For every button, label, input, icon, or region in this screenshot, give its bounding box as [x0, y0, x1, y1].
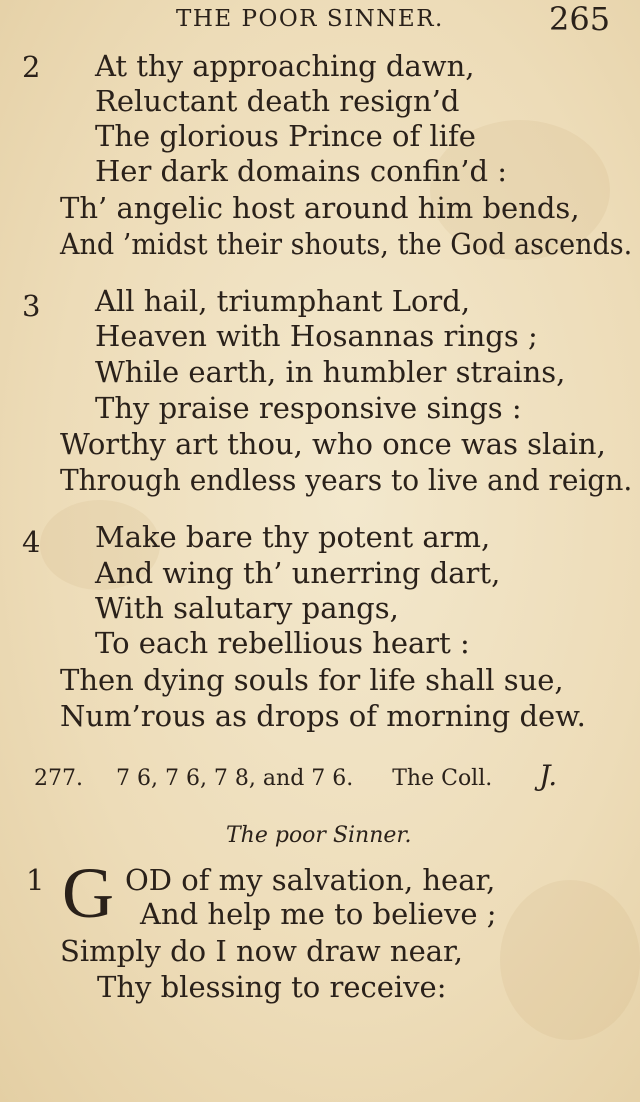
stanza-number: 2 — [22, 50, 41, 84]
hymn-number: 277. — [34, 766, 83, 791]
stanza-number: 1 — [26, 863, 45, 897]
page-number: 265 — [549, 0, 611, 38]
verse-line: Heaven with Hosannas rings ; — [95, 319, 538, 353]
verse-line: Through endless years to live and reign. — [60, 463, 633, 497]
verse-line: All hail, triumphant Lord, — [95, 284, 471, 318]
verse-line: OD of my salvation, hear, — [125, 863, 496, 897]
running-header: THE POOR SINNER. — [176, 6, 444, 32]
verse-line: At thy approaching dawn, — [95, 49, 475, 83]
verse-line: And ’midst their shouts, the God ascends. — [60, 227, 633, 261]
verse-line: Th’ angelic host around him bends, — [60, 191, 580, 225]
verse-line: And help me to believe ; — [140, 897, 497, 931]
hymn-meter: 7 6, 7 6, 7 8, and 7 6. — [115, 766, 354, 791]
stanza-number: 4 — [22, 525, 41, 559]
verse-line: Thy praise responsive sings : — [95, 391, 522, 425]
hymn-tune: The Coll. — [392, 766, 493, 791]
verse-line: The glorious Prince of life — [95, 119, 476, 153]
verse-line: Reluctant death resign’d — [95, 84, 460, 118]
verse-line: To each rebellious heart : — [95, 626, 470, 660]
verse-line: Num’rous as drops of morning dew. — [60, 699, 586, 733]
verse-line: Make bare thy potent arm, — [95, 520, 491, 554]
verse-line: And wing th’ unerring dart, — [95, 556, 501, 590]
verse-line: With salutary pangs, — [95, 591, 399, 625]
hymn-author: J. — [539, 759, 558, 792]
hymn-subtitle: The poor Sinner. — [226, 823, 412, 848]
hymn-heading — [34, 759, 558, 792]
verse-line: Simply do I now draw near, — [60, 934, 463, 968]
verse-line: While earth, in humbler strains, — [95, 355, 566, 389]
verse-line: Thy blessing to receive: — [97, 970, 447, 1004]
verse-line: Worthy art thou, who once was slain, — [60, 427, 606, 461]
stanza-number: 3 — [22, 289, 41, 323]
verse-line: Her dark domains confin’d : — [95, 154, 508, 188]
drop-cap: G — [62, 853, 114, 933]
paper-stain — [500, 880, 640, 1040]
verse-line: Then dying souls for life shall sue, — [60, 663, 564, 697]
